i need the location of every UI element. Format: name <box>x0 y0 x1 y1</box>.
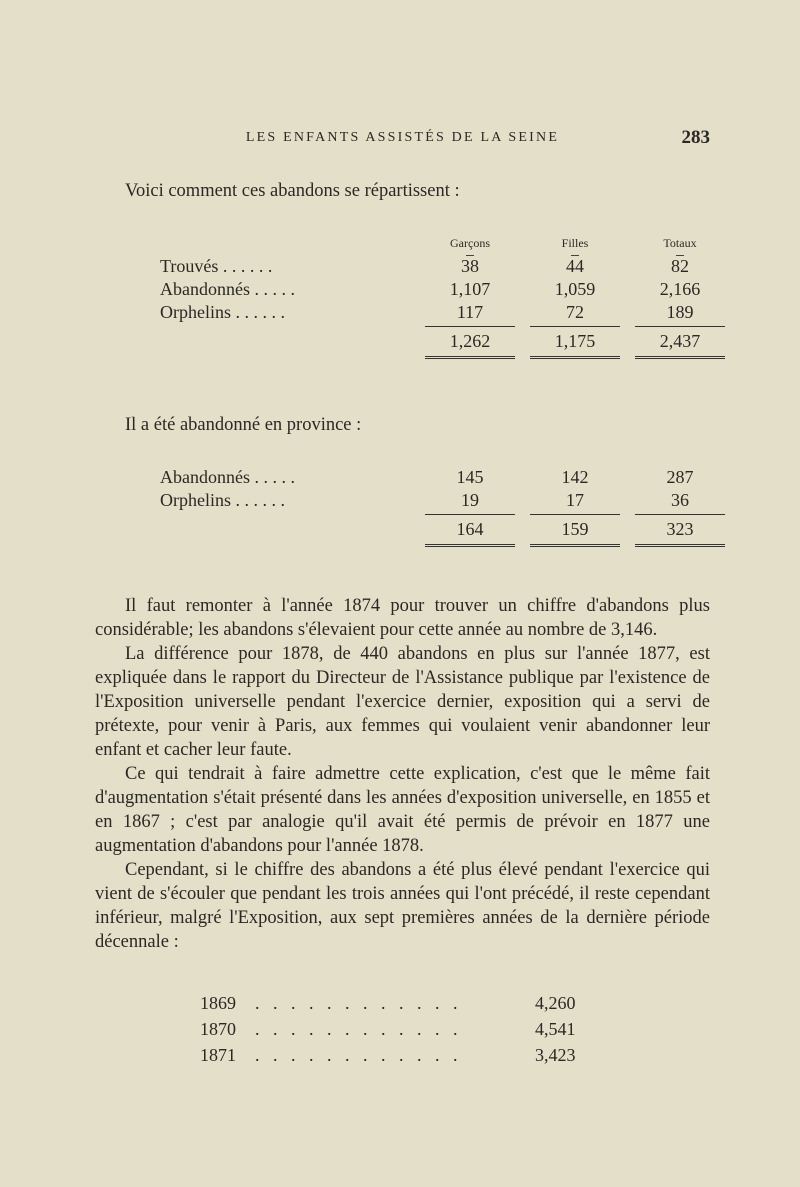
table-cell: 36 <box>671 490 689 510</box>
table-cell: 72 <box>566 302 584 322</box>
table-row <box>160 255 725 278</box>
table-row <box>160 301 725 324</box>
leader-dots: . . . . . . <box>235 302 285 322</box>
table-cell: 19 <box>461 490 479 510</box>
paragraph: Cependant, si le chiffre des abandons a été plus élevé pendant l'exercice qui vient de s'écouler que pendant les trois années qui l'ont précédé, il reste cependant inférieur, malgré l'Exposition, aux sept premières années de la dernière période décennale : <box>95 860 710 952</box>
table-cell: 17 <box>566 490 584 510</box>
row-label: Abandonnés <box>160 467 250 487</box>
table-row <box>200 1016 576 1042</box>
table-cell: 44 <box>566 256 584 276</box>
year-label: 1869 <box>200 993 236 1013</box>
total-cell: 1,175 <box>530 326 620 359</box>
province-intro: Il a été abandonné en province : <box>125 415 362 435</box>
column-header: Garçons <box>425 236 515 251</box>
leader-dots: . . . . . . <box>222 256 273 276</box>
year-label: 1871 <box>200 1045 236 1065</box>
paragraph: Ce qui tendrait à faire admettre cette explication, c'est que le même fait d'augmentation s'était présenté dans les années d'exposition universelle, en 1855 et en 1867 ; c'est par analogie qu'il avait été permis de prévoir en 1877 une augmentation d'abandons pour l'année 1878. <box>95 764 710 856</box>
total-cell: 2,437 <box>635 326 725 359</box>
row-label: Orphelins <box>160 302 231 322</box>
table-row <box>200 990 576 1016</box>
table-cell: 145 <box>456 467 484 487</box>
leader-dots: . . . . . . . . . . . . <box>255 1045 462 1065</box>
totals-row <box>160 512 725 548</box>
table-cell: 117 <box>456 302 484 322</box>
table-cell: 142 <box>561 467 589 487</box>
year-value: 4,260 <box>535 993 576 1013</box>
table-cell: 189 <box>666 302 694 322</box>
table-header-row <box>160 232 725 255</box>
leader-dots: . . . . . . . . . . . . <box>255 1019 462 1039</box>
leader-dots: . . . . . <box>254 279 295 299</box>
years-table <box>200 990 576 1068</box>
seine-abandon-table <box>160 232 725 360</box>
table-row <box>160 466 725 489</box>
table-cell: 82 <box>671 256 689 276</box>
table-cell: 38 <box>461 256 479 276</box>
total-cell: 164 <box>425 514 515 547</box>
total-cell: 323 <box>635 514 725 547</box>
body-text <box>95 594 710 954</box>
table-row <box>200 1042 576 1068</box>
totals-row <box>160 324 725 360</box>
table-row <box>160 489 725 512</box>
year-label: 1870 <box>200 1019 236 1039</box>
intro-sentence: Voici comment ces abandons se répartissent : <box>125 181 460 201</box>
leader-dots: . . . . . <box>254 467 295 487</box>
total-cell: 1,262 <box>425 326 515 359</box>
table-cell: 287 <box>666 467 694 487</box>
page-header <box>95 127 710 154</box>
column-header: Filles <box>530 236 620 251</box>
table-cell: 1,059 <box>554 279 596 299</box>
year-value: 3,423 <box>535 1045 576 1065</box>
province-abandon-table <box>160 466 725 548</box>
paragraph: La différence pour 1878, de 440 abandons en plus sur l'année 1877, est expliquée dans le rapport du Directeur de l'Assistance publique par l'existence de l'Exposition universelle pendant l'exercice dernier, exposition qui a servi de prétexte, pour venir à Paris, aux femmes qui voulaient venir abandonner leur enfant et cacher leur faute. <box>95 644 710 760</box>
leader-dots: . . . . . . <box>235 490 285 510</box>
table-cell: 1,107 <box>449 279 491 299</box>
row-label: Abandonnés <box>160 279 250 299</box>
running-title: LES ENFANTS ASSISTÉS DE LA SEINE <box>245 130 560 145</box>
year-value: 4,541 <box>535 1019 576 1039</box>
total-cell: 159 <box>530 514 620 547</box>
paragraph: Il faut remonter à l'année 1874 pour trouver un chiffre d'abandons plus considérable; les abandons s'élevaient pour cette année au nombre de 3,146. <box>95 596 710 640</box>
column-header: Totaux <box>635 236 725 251</box>
table-cell: 2,166 <box>659 279 701 299</box>
row-label: Orphelins <box>160 490 231 510</box>
leader-dots: . . . . . . . . . . . . <box>255 993 462 1013</box>
table-row <box>160 278 725 301</box>
page-number: 283 <box>681 127 710 148</box>
row-label: Trouvés <box>160 256 219 276</box>
